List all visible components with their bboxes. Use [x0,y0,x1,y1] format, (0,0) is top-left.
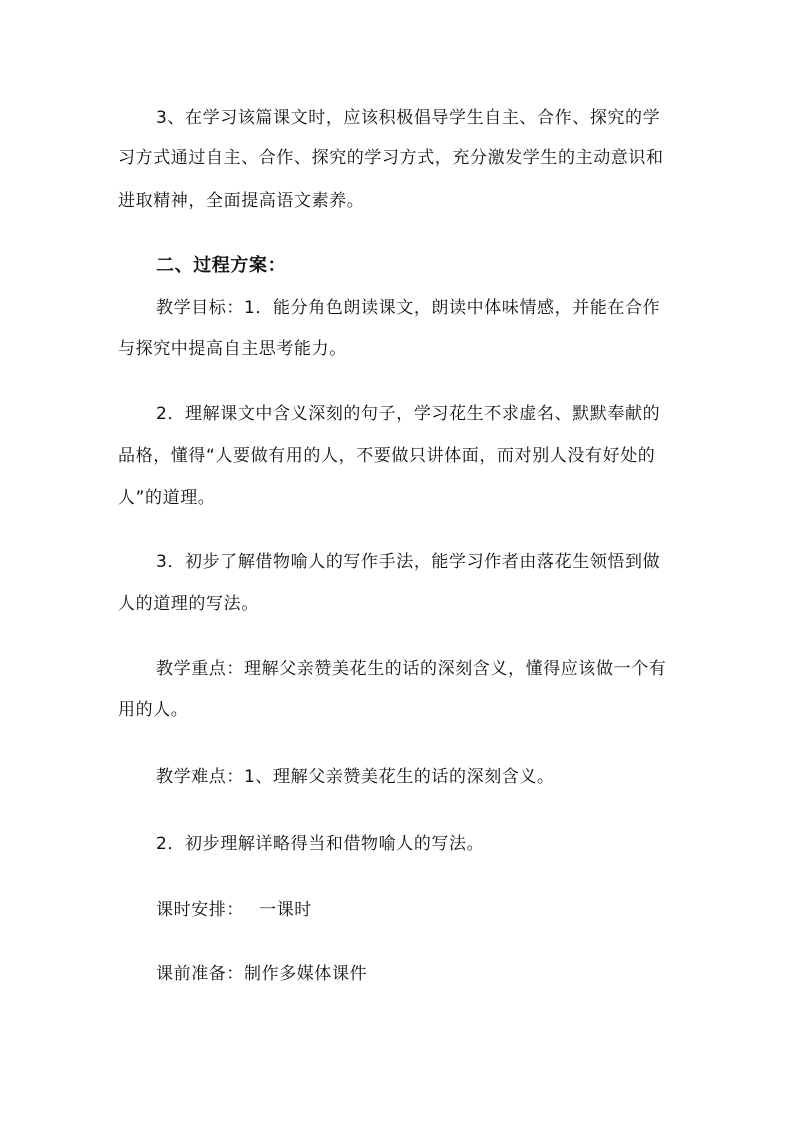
section-heading: 二、过程方案： [156,255,287,276]
objective-2-line-1: 2．理解课文中含义深刻的句子，学习花生不求虚名、默默奉献的 [156,404,661,424]
preparation-line: 课前准备：制作多媒体课件 [156,964,368,984]
objective-2-line-3: 人”的道理。 [118,488,216,508]
objective-2-line-2: 品格，懂得“人要做有用的人，不要做只讲体面，而对别人没有好处的 [118,446,656,466]
objectives-line-2: 与探究中提高自主思考能力。 [118,339,347,359]
objectives-line-1: 教学目标：1．能分角色朗读课文，朗读中体味情感，并能在合作 [156,298,661,318]
focus-line-1: 教学重点：理解父亲赞美花生的话的深刻含义，懂得应该做一个有 [156,659,667,679]
paragraph-3-line-2: 习方式通过自主、合作、探究的学习方式，充分激发学生的主动意识和 [118,148,664,168]
schedule-line: 课时安排： 一课时 [156,900,312,920]
difficulty-line-2: 2．初步理解详略得当和借物喻人的写法。 [156,834,485,854]
objective-3-line-1: 3．初步了解借物喻人的写作手法，能学习作者由落花生领悟到做 [156,552,661,572]
paragraph-3-line-3: 进取精神，全面提高语文素养。 [118,191,365,211]
focus-line-2: 用的人。 [118,700,189,720]
objective-3-line-2: 人的道理的写法。 [118,594,259,614]
difficulty-line-1: 教学难点：1、理解父亲赞美花生的话的深刻含义。 [156,767,555,787]
paragraph-3-line-1: 3、在学习该篇课文时，应该积极倡导学生自主、合作、探究的学 [156,108,661,128]
